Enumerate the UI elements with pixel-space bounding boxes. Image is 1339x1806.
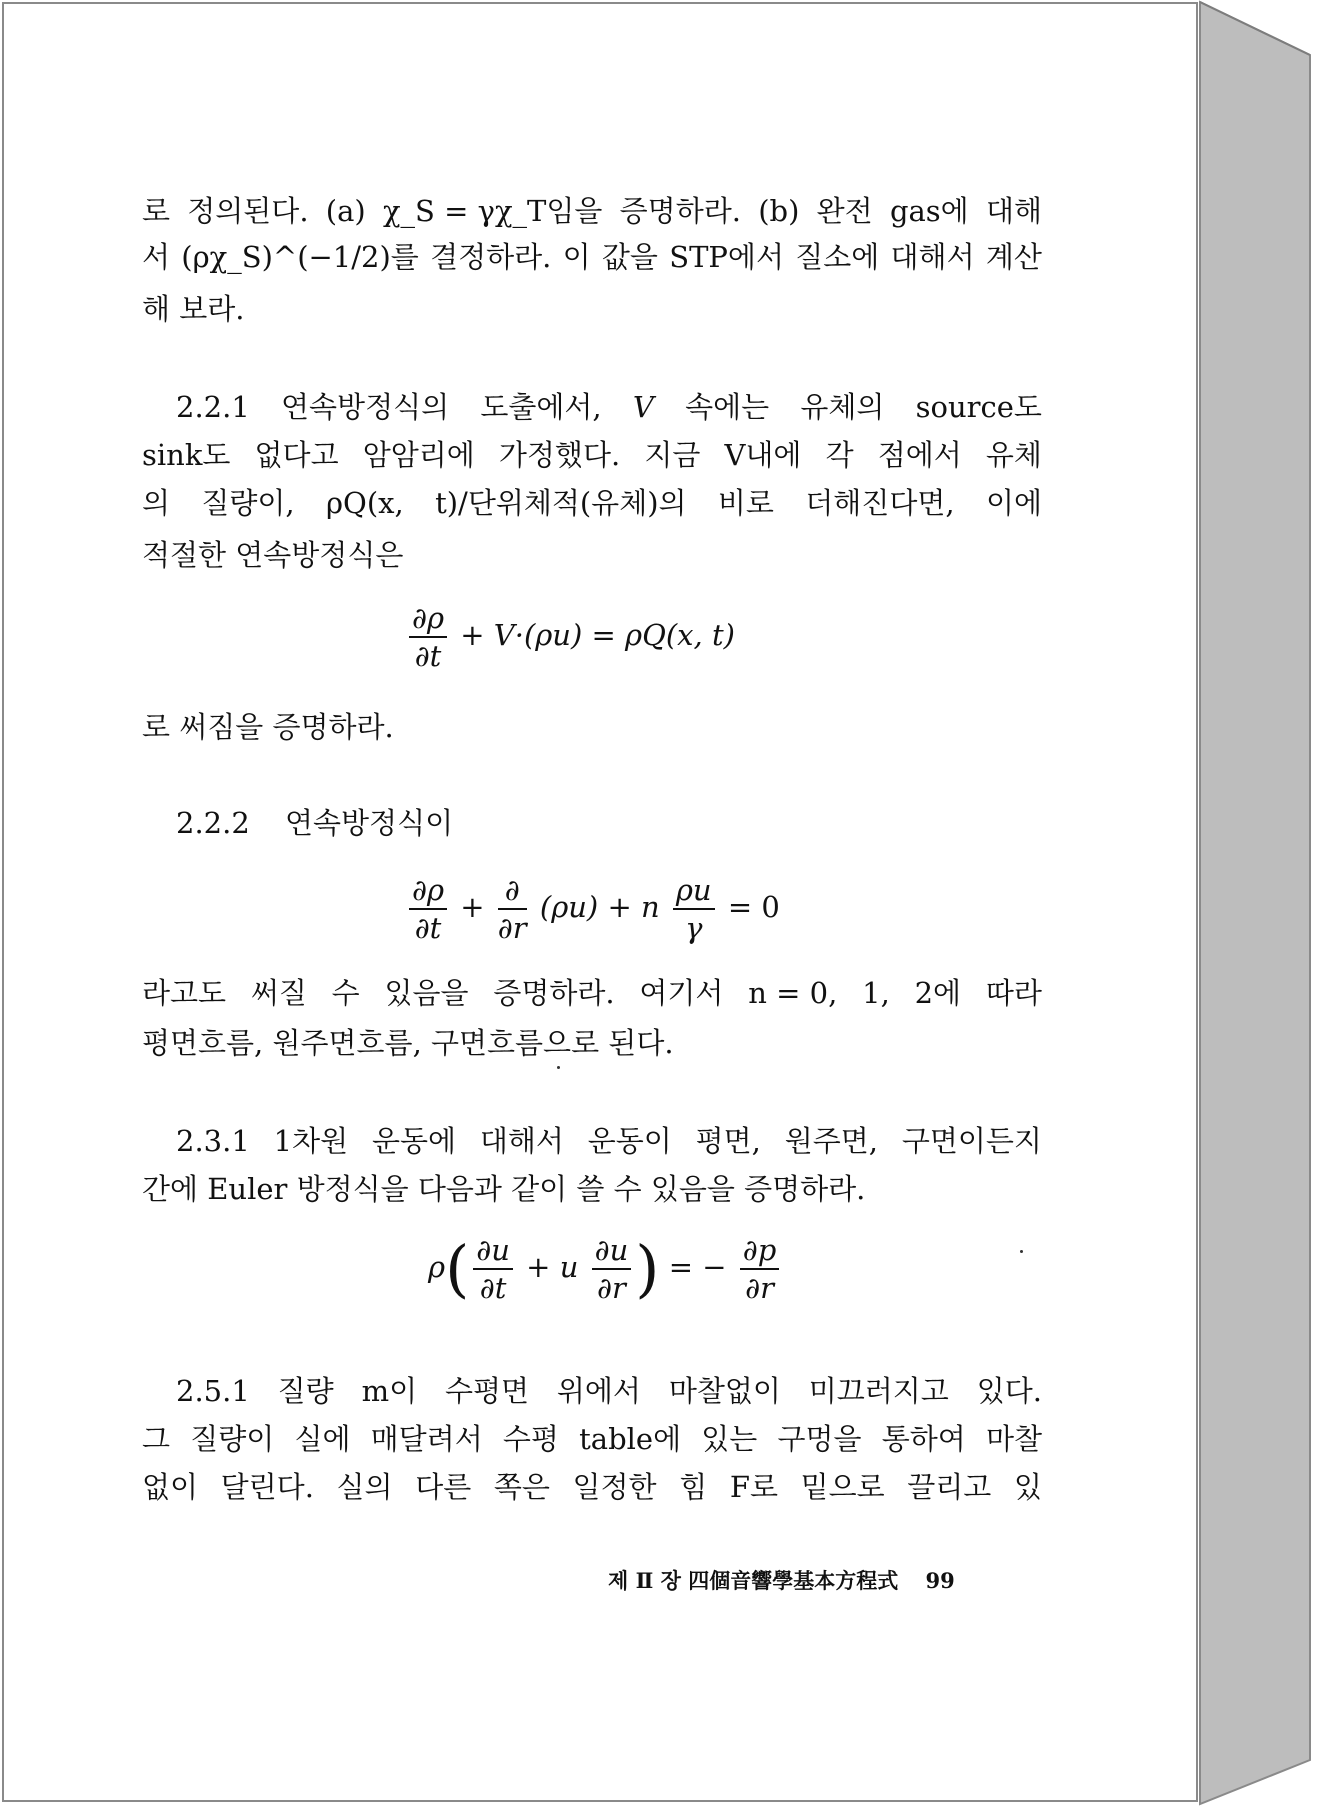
word: 질량이, <box>201 486 295 520</box>
fraction <box>498 874 527 944</box>
word: 원주면, <box>784 1124 878 1158</box>
numerator: ∂ρ <box>409 874 447 910</box>
word: 없이 <box>142 1470 199 1504</box>
denominator: ∂t <box>414 911 442 945</box>
word: 각 <box>825 438 854 472</box>
denominator: ∂r <box>597 1271 626 1305</box>
word: 이 <box>562 240 591 274</box>
left-paren: ( <box>445 1232 470 1305</box>
word: 완전 <box>816 194 873 228</box>
scan-speck <box>557 1066 560 1069</box>
word: 지금 <box>644 438 701 472</box>
word: 계산 <box>985 240 1042 274</box>
scan-speck <box>1020 1250 1023 1253</box>
intro-line-3: 해 보라. <box>142 292 245 326</box>
word: 실의 <box>336 1470 393 1504</box>
word: 증명하라. <box>493 976 615 1010</box>
word: 질소에 <box>795 240 880 274</box>
fraction <box>409 874 447 944</box>
equation-term: (ρu) + n <box>539 890 660 924</box>
problem-221-line-3 <box>142 476 1042 530</box>
word: 구면이든지 <box>901 1124 1042 1158</box>
word: STP에서 <box>669 240 784 274</box>
word: 도출에서, <box>480 390 602 424</box>
problem-221-line-1 <box>176 380 1042 434</box>
word: 대해 <box>985 194 1042 228</box>
problem-231-line-2: 간에 Euler 방정식을 다음과 같이 쓸 수 있음을 증명하라. <box>142 1172 866 1206</box>
word: 위에서 <box>556 1374 641 1408</box>
word: 수평 <box>502 1422 559 1456</box>
problem-221-line-2 <box>142 428 1042 482</box>
right-paren: ) <box>635 1232 660 1305</box>
word: 더해진다면, <box>805 486 955 520</box>
problem-number: 2.2.1 <box>176 390 250 424</box>
word: 증명하라. <box>619 194 741 228</box>
word: 있는 <box>701 1422 758 1456</box>
word: 없다고 <box>254 438 339 472</box>
numerator: ∂u <box>592 1234 632 1270</box>
word: 유체의 <box>800 390 885 424</box>
word: F로 <box>729 1470 778 1504</box>
denominator: ∂r <box>745 1271 774 1305</box>
word: 유체 <box>985 438 1042 472</box>
equation-continuity-source <box>405 602 735 672</box>
word: 질량이 <box>190 1422 275 1456</box>
word: V <box>632 390 654 424</box>
equation-euler <box>428 1234 783 1304</box>
word: 힘 <box>679 1470 708 1504</box>
word: 일정한 <box>572 1470 657 1504</box>
word: 써질 <box>250 976 307 1010</box>
word: 대해서 <box>479 1124 564 1158</box>
word: 연속방정식의 <box>281 390 450 424</box>
problem-number: 2.5.1 <box>176 1374 250 1408</box>
operator: = − <box>668 1250 727 1284</box>
word: χ_S = γχ_T임을 <box>382 194 603 228</box>
equation-body: + V·(ρu) = ρQ(x, t) <box>460 618 735 652</box>
problem-222-line-2: 평면흐름, 원주면흐름, 구면흐름으로 된다. <box>142 1026 674 1060</box>
word: 로 <box>142 194 171 228</box>
denominator: ∂t <box>479 1271 507 1305</box>
word: 마찰없이 <box>668 1374 781 1408</box>
word: 있음을 <box>384 976 469 1010</box>
word: 대해서 <box>890 240 975 274</box>
problem-222-line-1 <box>142 966 1042 1020</box>
word: 이에 <box>985 486 1042 520</box>
word: 쪽은 <box>493 1470 550 1504</box>
denominator: γ <box>685 911 703 945</box>
numerator: ∂u <box>473 1234 513 1270</box>
word: 실에 <box>294 1422 351 1456</box>
word: 점에서 <box>877 438 962 472</box>
word: table에 <box>579 1422 682 1456</box>
fraction <box>592 1234 632 1304</box>
word: source도 <box>915 390 1042 424</box>
word: 운동에 <box>371 1124 457 1158</box>
word: 수평면 <box>444 1374 530 1408</box>
word: 비로 <box>717 486 774 520</box>
word: 통하여 <box>881 1422 966 1456</box>
problem-number: 2.3.1 <box>176 1124 250 1158</box>
problem-251-line-3 <box>142 1460 1042 1514</box>
intro-line-2 <box>142 230 1042 284</box>
problem-221-after: 로 써짐을 증명하라. <box>142 710 394 744</box>
fraction <box>473 1234 513 1304</box>
word: 속에는 <box>685 390 770 424</box>
problem-231-line-1 <box>176 1114 1042 1168</box>
word: (ρχ_S)^(−1/2)를 <box>181 240 419 274</box>
word: 여기서 <box>639 976 724 1010</box>
problem-221-line-4: 적절한 연속방정식은 <box>142 538 404 572</box>
word: 그 <box>142 1422 171 1456</box>
word: m이 <box>361 1374 418 1408</box>
heading-text: 연속방정식이 <box>285 806 454 840</box>
word: 따라 <box>985 976 1042 1010</box>
word: 있 <box>1013 1470 1042 1504</box>
word: 의 <box>142 486 171 520</box>
fraction <box>409 602 447 672</box>
word: 결정하라. <box>430 240 552 274</box>
word: t)/단위체적(유체)의 <box>435 486 687 520</box>
word: 수 <box>331 976 360 1010</box>
word: 매달려서 <box>370 1422 483 1456</box>
numerator: ∂p <box>740 1234 780 1270</box>
equation-continuity-radial <box>405 874 780 944</box>
word: 밑으로 <box>800 1470 885 1504</box>
problem-251-line-1 <box>176 1364 1042 1418</box>
word: 1, <box>862 976 890 1010</box>
word: 다른 <box>415 1470 472 1504</box>
word: 질량 <box>277 1374 334 1408</box>
word: 평면, <box>695 1124 761 1158</box>
word: n = 0, <box>748 976 838 1010</box>
operator: + <box>460 890 485 924</box>
word: 2에 <box>914 976 962 1010</box>
word: sink도 <box>142 438 231 472</box>
word: 운동이 <box>587 1124 672 1158</box>
word: 값을 <box>601 240 658 274</box>
word: 정의된다. <box>187 194 309 228</box>
word: 미끄러지고 <box>808 1374 949 1408</box>
page-footer <box>608 1565 955 1595</box>
chapter-title: 제 Ⅱ 장 四個音響學基本方程式 <box>608 1568 899 1593</box>
numerator: ∂ρ <box>409 602 447 638</box>
word: ρQ(x, <box>326 486 404 520</box>
fraction <box>673 874 715 944</box>
word: 구멍을 <box>777 1422 862 1456</box>
problem-251-line-2 <box>142 1412 1042 1466</box>
page-number: 99 <box>925 1568 955 1593</box>
problem-222-heading <box>176 796 1076 850</box>
word: (a) <box>325 194 366 228</box>
word: (b) <box>758 194 800 228</box>
word: 1차원 <box>273 1124 349 1158</box>
word: 있다. <box>976 1374 1042 1408</box>
word: 끌리고 <box>907 1470 992 1504</box>
word: V내에 <box>724 438 802 472</box>
problem-number: 2.2.2 <box>176 806 250 840</box>
equation-term: ρ <box>428 1250 446 1284</box>
word: 가정했다. <box>498 438 621 472</box>
numerator: ρu <box>673 874 715 910</box>
word: 마찰 <box>985 1422 1042 1456</box>
denominator: ∂t <box>414 639 442 673</box>
equation-rhs: = 0 <box>727 890 780 924</box>
word: 서 <box>142 240 171 274</box>
numerator: ∂ <box>498 874 527 910</box>
equation-term: + u <box>526 1250 579 1284</box>
word: 암암리에 <box>362 438 475 472</box>
fraction <box>740 1234 780 1304</box>
word: 달린다. <box>220 1470 314 1504</box>
word: 라고도 <box>142 976 227 1010</box>
word: gas에 <box>889 194 969 228</box>
denominator: ∂r <box>497 911 527 945</box>
